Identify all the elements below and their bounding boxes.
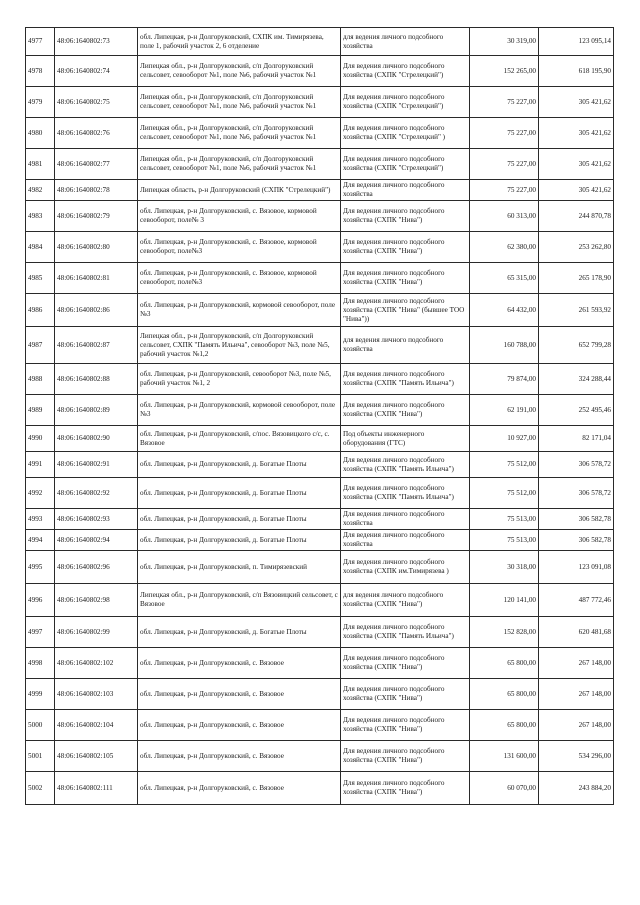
permitted-use-cell: Для ведения личного подсобного хозяйства (СХПК "Память Ильича") (341, 364, 470, 395)
table-row (26, 772, 614, 805)
address-cell: обл. Липецкая, р-н Долгоруковский, кормовой севооборот, поле №3 (138, 395, 341, 426)
area-cell: 75 227,00 (470, 118, 539, 149)
table-row (26, 478, 614, 509)
table-row (26, 294, 614, 327)
cadastral-value-cell: 305 421,62 (539, 149, 614, 180)
table-row (26, 617, 614, 648)
permitted-use-cell: для ведения личного подсобного хозяйства (341, 327, 470, 364)
permitted-use-cell: Для ведения личного подсобного хозяйства (СХПК им.Тимирязева ) (341, 551, 470, 584)
address-cell: обл. Липецкая, р-н Долгоруковский, с. Вязовое, кормовой севооборот, поле№ 3 (138, 201, 341, 232)
table-row (26, 364, 614, 395)
row-number-cell: 4993 (26, 509, 55, 530)
cadastral-number-cell: 48:06:1640802:90 (55, 426, 138, 452)
cadastral-value-cell: 305 421,62 (539, 180, 614, 201)
table-row (26, 232, 614, 263)
table-row (26, 395, 614, 426)
cadastral-value-cell: 261 593,92 (539, 294, 614, 327)
land-plots-table (25, 27, 614, 805)
area-cell: 75 512,00 (470, 452, 539, 478)
permitted-use-cell: Для ведения личного подсобного хозяйства (СХПК "Нива" (бывшее ТОО "Нива")) (341, 294, 470, 327)
address-cell: обл. Липецкая, р-н Долгоруковский, д. Богатые Плоты (138, 478, 341, 509)
row-number-cell: 4999 (26, 679, 55, 710)
cadastral-value-cell: 306 582,78 (539, 509, 614, 530)
row-number-cell: 4982 (26, 180, 55, 201)
row-number-cell: 4989 (26, 395, 55, 426)
cadastral-number-cell: 48:06:1640802:98 (55, 584, 138, 617)
address-cell: обл. Липецкая, р-н Долгоруковский, с/пос. Вязовицкого с/с, с. Вязовое (138, 426, 341, 452)
table-row (26, 509, 614, 530)
table-row (26, 28, 614, 56)
cadastral-value-cell: 306 578,72 (539, 452, 614, 478)
permitted-use-cell: Для ведения личного подсобного хозяйства (СХПК "Память Ильича") (341, 617, 470, 648)
address-cell: Липецкая обл., р-н Долгоруковский, с/п Вязовицкий сельсовет, с Вязовое (138, 584, 341, 617)
cadastral-value-cell: 123 091,08 (539, 551, 614, 584)
cadastral-value-cell: 253 262,80 (539, 232, 614, 263)
permitted-use-cell: Для ведения личного подсобного хозяйства (СХПК "Стрелецкий") (341, 149, 470, 180)
area-cell: 75 512,00 (470, 478, 539, 509)
row-number-cell: 4978 (26, 56, 55, 87)
cadastral-value-cell: 267 148,00 (539, 710, 614, 741)
row-number-cell: 5000 (26, 710, 55, 741)
table-row (26, 180, 614, 201)
cadastral-number-cell: 48:06:1640802:92 (55, 478, 138, 509)
permitted-use-cell: Для ведения личного подсобного хозяйства (СХПК "Стрелецкий") (341, 56, 470, 87)
permitted-use-cell: Под объекты инженерного оборудования (ГТС) (341, 426, 470, 452)
cadastral-value-cell: 306 578,72 (539, 478, 614, 509)
cadastral-number-cell: 48:06:1640802:86 (55, 294, 138, 327)
cadastral-value-cell: 244 870,78 (539, 201, 614, 232)
address-cell: обл. Липецкая, р-н Долгоруковский, п. Тимирязевский (138, 551, 341, 584)
area-cell: 62 380,00 (470, 232, 539, 263)
area-cell: 160 788,00 (470, 327, 539, 364)
row-number-cell: 4980 (26, 118, 55, 149)
permitted-use-cell: Для ведения личного подсобного хозяйства (341, 509, 470, 530)
table-row (26, 56, 614, 87)
cadastral-number-cell: 48:06:1640802:103 (55, 679, 138, 710)
address-cell: обл. Липецкая, р-н Долгоруковский, с. Вязовое (138, 648, 341, 679)
permitted-use-cell: Для ведения личного подсобного хозяйства (341, 530, 470, 551)
cadastral-number-cell: 48:06:1640802:87 (55, 327, 138, 364)
table-row (26, 710, 614, 741)
cadastral-value-cell: 123 095,14 (539, 28, 614, 56)
area-cell: 65 800,00 (470, 648, 539, 679)
address-cell: обл. Липецкая, р-н Долгоруковский, с. Вязовое (138, 741, 341, 772)
cadastral-number-cell: 48:06:1640802:76 (55, 118, 138, 149)
address-cell: обл. Липецкая, р-н Долгоруковский, с. Вязовое (138, 710, 341, 741)
cadastral-number-cell: 48:06:1640802:111 (55, 772, 138, 805)
permitted-use-cell: Для ведения личного подсобного хозяйства (СХПК "Нива") (341, 648, 470, 679)
area-cell: 30 319,00 (470, 28, 539, 56)
cadastral-number-cell: 48:06:1640802:79 (55, 201, 138, 232)
cadastral-value-cell: 267 148,00 (539, 679, 614, 710)
cadastral-number-cell: 48:06:1640802:94 (55, 530, 138, 551)
table-row (26, 118, 614, 149)
address-cell: обл. Липецкая, р-н Долгоруковский, д. Богатые Плоты (138, 617, 341, 648)
cadastral-number-cell: 48:06:1640802:93 (55, 509, 138, 530)
permitted-use-cell: Для ведения личного подсобного хозяйства (СХПК "Память Ильича") (341, 452, 470, 478)
table-row (26, 87, 614, 118)
area-cell: 30 318,00 (470, 551, 539, 584)
permitted-use-cell: Для ведения личного подсобного хозяйства (СХПК "Стрелецкий" ) (341, 118, 470, 149)
area-cell: 152 828,00 (470, 617, 539, 648)
row-number-cell: 4981 (26, 149, 55, 180)
cadastral-number-cell: 48:06:1640802:74 (55, 56, 138, 87)
cadastral-value-cell: 252 495,46 (539, 395, 614, 426)
row-number-cell: 4991 (26, 452, 55, 478)
table-row (26, 551, 614, 584)
cadastral-number-cell: 48:06:1640802:77 (55, 149, 138, 180)
table-body (26, 28, 614, 805)
area-cell: 75 513,00 (470, 530, 539, 551)
table-row (26, 201, 614, 232)
table-row (26, 452, 614, 478)
cadastral-value-cell: 82 171,04 (539, 426, 614, 452)
address-cell: Липецкая обл., р-н Долгоруковский, с/п Долгоруковский сельсовет, севооборот №1, поле №6, рабочий участок №1 (138, 118, 341, 149)
cadastral-number-cell: 48:06:1640802:80 (55, 232, 138, 263)
address-cell: Липецкая обл., р-н Долгоруковский, с/п Долгоруковский сельсовет, севооборот №1, поле №6, рабочий участок №1 (138, 56, 341, 87)
row-number-cell: 4987 (26, 327, 55, 364)
cadastral-number-cell: 48:06:1640802:73 (55, 28, 138, 56)
area-cell: 152 265,00 (470, 56, 539, 87)
cadastral-number-cell: 48:06:1640802:105 (55, 741, 138, 772)
table-row (26, 149, 614, 180)
cadastral-number-cell: 48:06:1640802:88 (55, 364, 138, 395)
area-cell: 75 227,00 (470, 180, 539, 201)
table-row (26, 327, 614, 364)
row-number-cell: 4977 (26, 28, 55, 56)
cadastral-number-cell: 48:06:1640802:75 (55, 87, 138, 118)
address-cell: обл. Липецкая, р-н Долгоруковский, с. Вязовое, кормовой севооборот, поле№3 (138, 232, 341, 263)
cadastral-number-cell: 48:06:1640802:89 (55, 395, 138, 426)
area-cell: 62 191,00 (470, 395, 539, 426)
cadastral-value-cell: 618 195,90 (539, 56, 614, 87)
table-row (26, 679, 614, 710)
cadastral-value-cell: 534 296,00 (539, 741, 614, 772)
area-cell: 75 227,00 (470, 149, 539, 180)
cadastral-number-cell: 48:06:1640802:78 (55, 180, 138, 201)
area-cell: 131 600,00 (470, 741, 539, 772)
cadastral-value-cell: 243 884,20 (539, 772, 614, 805)
row-number-cell: 4979 (26, 87, 55, 118)
row-number-cell: 4990 (26, 426, 55, 452)
address-cell: обл. Липецкая, р-н Долгоруковский, с. Вязовое, кормовой севооборот, поле№3 (138, 263, 341, 294)
address-cell: обл. Липецкая, р-н Долгоруковский, д. Богатые Плоты (138, 530, 341, 551)
table-row (26, 530, 614, 551)
row-number-cell: 5001 (26, 741, 55, 772)
address-cell: Липецкая область, р-н Долгоруковский (СХПК "Стрелецкий") (138, 180, 341, 201)
address-cell: обл. Липецкая, р-н Долгоруковский, с. Вязовое (138, 679, 341, 710)
row-number-cell: 4994 (26, 530, 55, 551)
cadastral-value-cell: 305 421,62 (539, 118, 614, 149)
table-row (26, 648, 614, 679)
cadastral-number-cell: 48:06:1640802:102 (55, 648, 138, 679)
address-cell: обл. Липецкая, р-н Долгоруковский, д. Богатые Плоты (138, 452, 341, 478)
address-cell: обл. Липецкая, р-н Долгоруковский, д. Богатые Плоты (138, 509, 341, 530)
permitted-use-cell: Для ведения личного подсобного хозяйства (СХПК "Стрелецкий") (341, 87, 470, 118)
area-cell: 79 874,00 (470, 364, 539, 395)
area-cell: 64 432,00 (470, 294, 539, 327)
area-cell: 75 227,00 (470, 87, 539, 118)
area-cell: 65 315,00 (470, 263, 539, 294)
cadastral-value-cell: 305 421,62 (539, 87, 614, 118)
address-cell: обл. Липецкая, р-н Долгоруковский, севооборот №3, поле №5, рабочий участок №1, 2 (138, 364, 341, 395)
area-cell: 65 800,00 (470, 710, 539, 741)
permitted-use-cell: Для ведения личного подсобного хозяйства (СХПК "Нива") (341, 772, 470, 805)
cadastral-value-cell: 324 288,44 (539, 364, 614, 395)
permitted-use-cell: Для ведения личного подсобного хозяйства (СХПК "Нива") (341, 679, 470, 710)
row-number-cell: 4986 (26, 294, 55, 327)
area-cell: 65 800,00 (470, 679, 539, 710)
cadastral-number-cell: 48:06:1640802:96 (55, 551, 138, 584)
cadastral-value-cell: 487 772,46 (539, 584, 614, 617)
permitted-use-cell: Для ведения личного подсобного хозяйства (СХПК "Нива") (341, 395, 470, 426)
table-row (26, 584, 614, 617)
cadastral-value-cell: 265 178,90 (539, 263, 614, 294)
permitted-use-cell: для ведения личного подсобного хозяйства (341, 28, 470, 56)
cadastral-number-cell: 48:06:1640802:91 (55, 452, 138, 478)
row-number-cell: 4998 (26, 648, 55, 679)
cadastral-value-cell: 267 148,00 (539, 648, 614, 679)
row-number-cell: 4992 (26, 478, 55, 509)
permitted-use-cell: Для ведения личного подсобного хозяйства (СХПК "Нива") (341, 201, 470, 232)
row-number-cell: 4996 (26, 584, 55, 617)
address-cell: Липецкая обл., р-н Долгоруковский, с/п Долгоруковский сельсовет, севооборот №1, поле №6, рабочий участок №1 (138, 87, 341, 118)
cadastral-value-cell: 620 481,68 (539, 617, 614, 648)
row-number-cell: 5002 (26, 772, 55, 805)
table-row (26, 426, 614, 452)
row-number-cell: 4997 (26, 617, 55, 648)
table-row (26, 741, 614, 772)
permitted-use-cell: Для ведения личного подсобного хозяйства (341, 180, 470, 201)
permitted-use-cell: Для ведения личного подсобного хозяйства (СХПК "Нива") (341, 741, 470, 772)
cadastral-value-cell: 306 582,78 (539, 530, 614, 551)
area-cell: 75 513,00 (470, 509, 539, 530)
address-cell: Липецкая обл., р-н Долгоруковский, с/п Долгоруковский сельсовет, севооборот №1, поле №6, рабочий участок №1 (138, 149, 341, 180)
row-number-cell: 4995 (26, 551, 55, 584)
cadastral-value-cell: 652 799,28 (539, 327, 614, 364)
permitted-use-cell: Для ведения личного подсобного хозяйства (СХПК "Нива") (341, 710, 470, 741)
address-cell: обл. Липецкая, р-н Долгоруковский, с. Вязовое (138, 772, 341, 805)
table-row (26, 263, 614, 294)
row-number-cell: 4988 (26, 364, 55, 395)
row-number-cell: 4985 (26, 263, 55, 294)
area-cell: 60 070,00 (470, 772, 539, 805)
address-cell: обл. Липецкая, р-н Долгоруковский, кормовой севооборот, поле №3 (138, 294, 341, 327)
permitted-use-cell: Для ведения личного подсобного хозяйства (СХПК "Память Ильича") (341, 478, 470, 509)
cadastral-number-cell: 48:06:1640802:99 (55, 617, 138, 648)
row-number-cell: 4983 (26, 201, 55, 232)
area-cell: 60 313,00 (470, 201, 539, 232)
address-cell: обл. Липецкая, р-н Долгоруковский, СХПК им. Тимирязева, поле 1, рабочий участок 2, 6 отделение (138, 28, 341, 56)
cadastral-number-cell: 48:06:1640802:104 (55, 710, 138, 741)
permitted-use-cell: для ведения личного подсобного хозяйства (СХПК "Нива") (341, 584, 470, 617)
cadastral-number-cell: 48:06:1640802:81 (55, 263, 138, 294)
permitted-use-cell: Для ведения личного подсобного хозяйства (СХПК "Нива") (341, 263, 470, 294)
area-cell: 120 141,00 (470, 584, 539, 617)
area-cell: 10 927,00 (470, 426, 539, 452)
permitted-use-cell: Для ведения личного подсобного хозяйства (СХПК "Нива") (341, 232, 470, 263)
address-cell: Липецкая обл., р-н Долгоруковский, с/п Долгоруковский сельсовет, СХПК "Память Ильича", севооборот №3, поле №5, рабочий участок №1,2 (138, 327, 341, 364)
row-number-cell: 4984 (26, 232, 55, 263)
